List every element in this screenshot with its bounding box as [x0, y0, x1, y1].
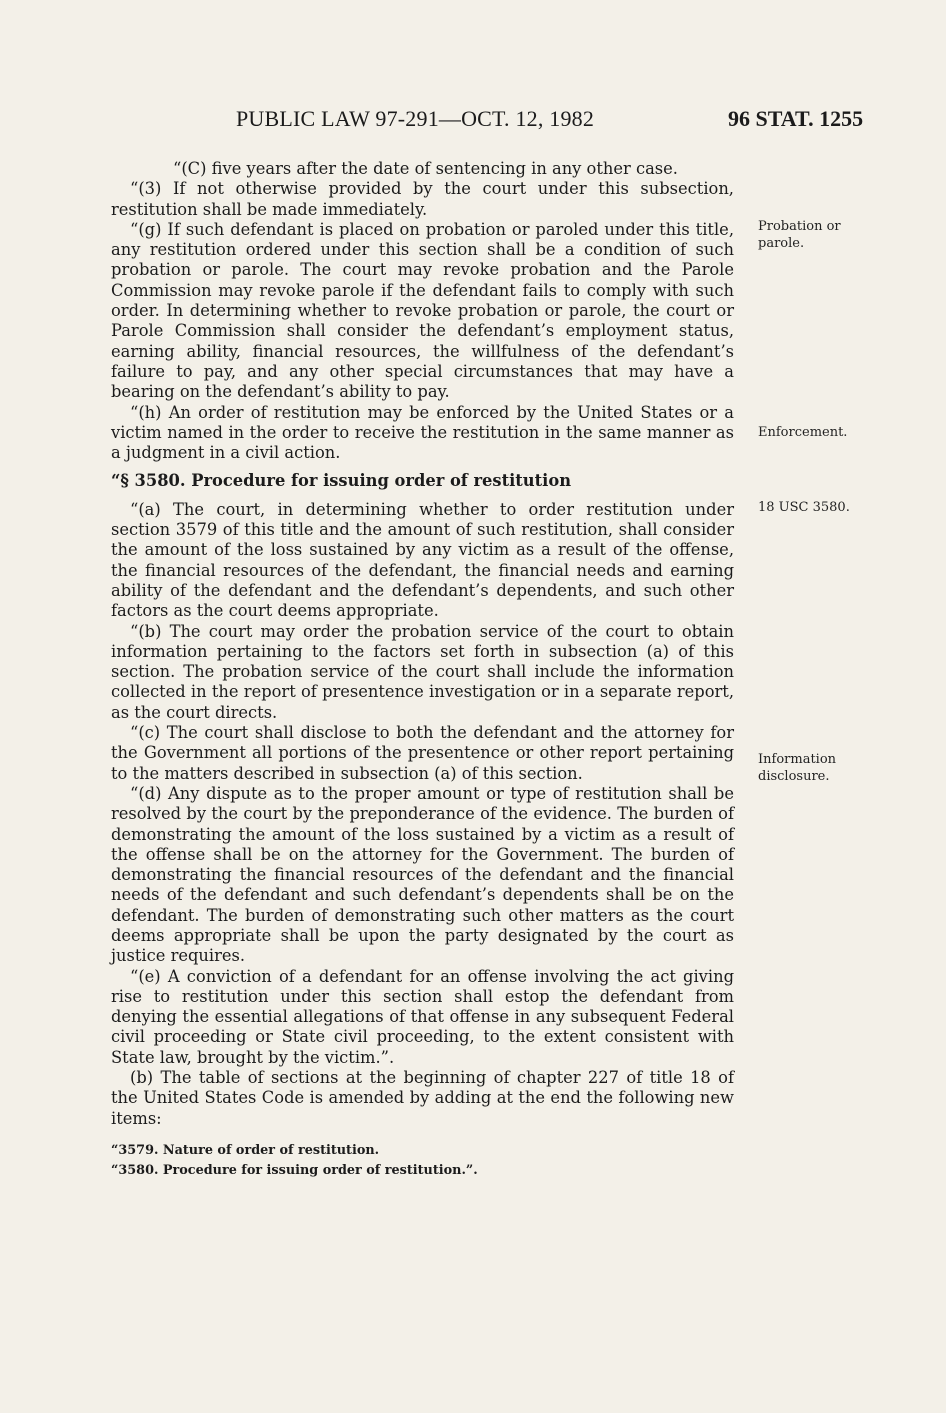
new-items-list: [111, 1141, 734, 1181]
header-stat-citation: 96 STAT. 1255: [728, 106, 864, 131]
margin-note-enforcement: Enforcement.: [758, 425, 848, 440]
paragraph-e-conviction: “(e) A conviction of a defendant for an offense involving the act giving rise to restitution under this section shall estop the defendant from denying the essential allegations of that offense in any subsequent Federal civil proceeding or State civil proceeding, to the extent consistent with State law, brought by the victim.”.: [111, 966, 734, 1067]
margin-note-line: parole.: [758, 236, 805, 251]
paragraph-b-table-of-sections: (b) The table of sections at the beginning of chapter 227 of title 18 of the United States Code is amended by adding at the end the following new items:: [111, 1068, 734, 1128]
header-title: PUBLIC LAW 97-291—OCT. 12, 1982: [236, 106, 595, 131]
margin-note-line: Probation or: [758, 219, 841, 234]
paragraph-c-five-years: “(C) five years after the date of sentencing in any other case.: [173, 159, 678, 178]
margin-note-line: Information: [758, 752, 837, 767]
margin-note-usc: 18 USC 3580.: [758, 500, 850, 515]
section-heading-3580: “§ 3580. Procedure for issuing order of restitution: [111, 471, 572, 491]
margin-note-probation: [758, 218, 868, 252]
paragraph-b-probation-service: “(b) The court may order the probation service of the court to obtain information pertaining to the factors set forth in subsection (a) of this section. The probation service of the court shall include the information collected in the report of presentence investigation or in a separate report, as the court directs.: [111, 621, 734, 722]
paragraph-h-enforcement: “(h) An order of restitution may be enforced by the United States or a victim named in the order to receive the restitution in the same manner as a judgment in a civil action.: [111, 402, 734, 463]
paragraph-g-probation: “(g) If such defendant is placed on probation or paroled under this title, any restitution ordered under this section shall be a condition of such probation or parole. The court may revoke probation and the Parole Commission may revoke parole if the defendant fails to comply with such order. In determining whether to revoke probation or parole, the court or Parole Commission shall consider the defendant’s employment status, earning ability, financial resources, the willfulness of the defendant’s failure to pay, and any other special circumstances that may have a bearing on the defendant’s ability to pay.: [111, 219, 734, 402]
body-text: [111, 159, 734, 1181]
paragraph-d-dispute: “(d) Any dispute as to the proper amount or type of restitution shall be resolved by the court by the preponderance of the evidence. The burden of demonstrating the amount of the loss sustained by a victim as a result of the offense shall be on the attorney for the Government. The burden of demonstrating the financial resources of the defendant and the financial needs of the defendant and such defendant’s dependents shall be on the defendant. The burden of demonstrating such other matters as the court deems appropriate shall be upon the party designated by the court as justice requires.: [111, 783, 734, 966]
paragraph-3-immediately: “(3) If not otherwise provided by the court under this subsection, restitution shall be made immediately.: [111, 179, 734, 219]
list-item: “3580. Procedure for issuing order of restitution.”.: [111, 1162, 478, 1178]
page-header: [0, 106, 946, 136]
list-item: “3579. Nature of order of restitution.: [111, 1142, 380, 1158]
paragraph-a-determining: “(a) The court, in determining whether to order restitution under section 3579 of this title and the amount of such restitution, shall consider the amount of the loss sustained by any victim as a result of the offense, the financial resources of the defendant, the financial needs and earning ability of the defendant and the defendant’s dependents, and such other factors as the court deems appropriate.: [111, 499, 734, 621]
margin-note-information: [758, 751, 868, 785]
margin-note-line: disclosure.: [758, 769, 830, 784]
paragraph-c-disclose: “(c) The court shall disclose to both the defendant and the attorney for the Government all portions of the presentence or other report pertaining to the matters described in subsection (a) of this section.: [111, 723, 734, 783]
